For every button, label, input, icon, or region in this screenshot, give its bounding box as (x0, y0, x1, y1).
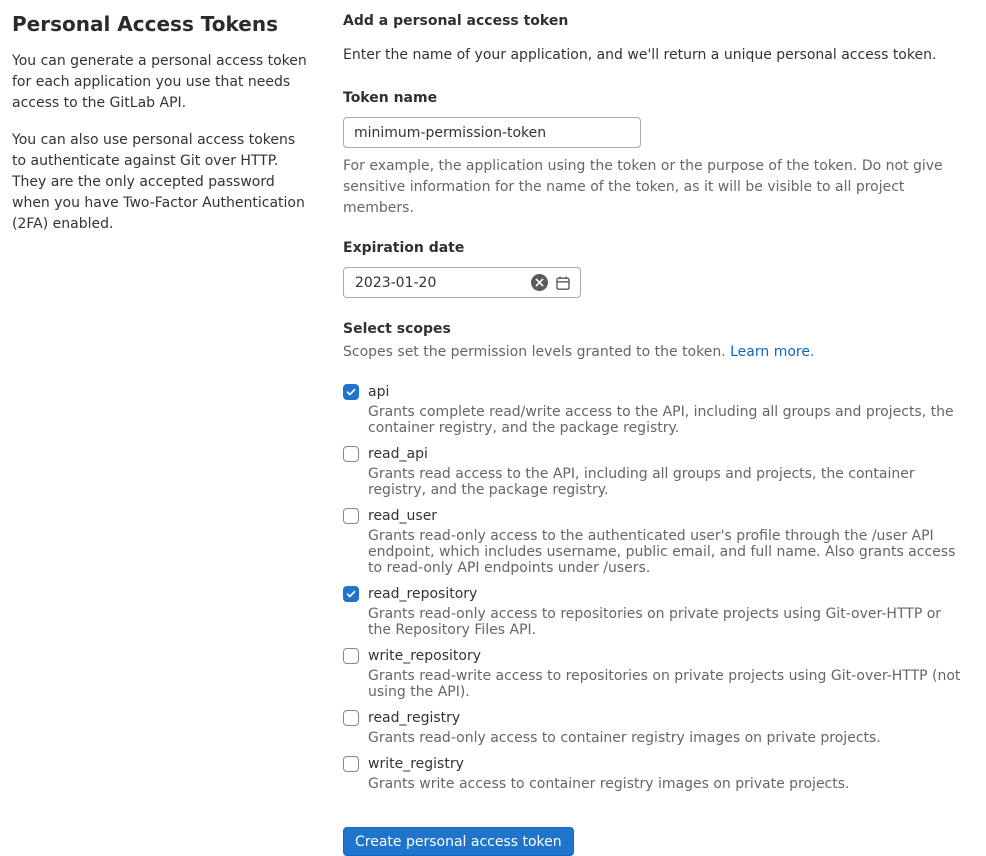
learn-more-link[interactable]: Learn more. (730, 344, 815, 360)
scope-checkbox-read_api[interactable] (343, 444, 965, 464)
checkbox-icon[interactable] (343, 586, 359, 602)
scope-label[interactable]: read_registry (368, 710, 461, 726)
page-title: Personal Access Tokens (12, 12, 279, 36)
checkbox-icon[interactable] (343, 446, 359, 462)
scope-description: Grants read-only access to container registry images on private projects. (368, 730, 881, 746)
scope-row-api (343, 382, 965, 436)
scope-label[interactable]: read_repository (368, 586, 478, 602)
scopes-description (343, 342, 965, 363)
scope-label[interactable]: write_repository (368, 648, 481, 664)
add-token-form (343, 12, 965, 856)
checkbox-icon[interactable] (343, 384, 359, 400)
scope-row-write_registry (343, 754, 965, 792)
scope-row-read_registry (343, 708, 965, 746)
checkbox-icon[interactable] (343, 648, 359, 664)
scope-label[interactable]: read_user (368, 508, 438, 524)
scopes-list (343, 382, 965, 792)
scope-checkbox-write_registry[interactable] (343, 754, 965, 774)
scope-description: Grants complete read/write access to the API, including all groups and projects, the container registry, and the package registry. (368, 404, 954, 436)
settings-section-description (12, 12, 312, 856)
scope-checkbox-read_user[interactable] (343, 506, 965, 526)
scopes-description-text: Scopes set the permission levels granted to the token. (343, 344, 731, 360)
datepicker-toggle-button[interactable] (555, 275, 571, 291)
scope-row-read_api (343, 444, 965, 498)
intro-paragraph-1: You can generate a personal access token for each application you use that needs access to the GitLab API. (12, 53, 307, 111)
select-scopes-label: Select scopes (343, 321, 451, 337)
expiration-date-input[interactable] (343, 267, 581, 298)
scope-label[interactable]: api (368, 384, 390, 400)
scope-description: Grants read-only access to the authenticated user's profile through the /user API endpoint, which includes username, public email, and full name. Also grants access to read-only API endpoints under /users. (368, 528, 956, 576)
token-name-input[interactable] (343, 117, 641, 148)
calendar-icon (555, 275, 571, 291)
scope-label[interactable]: read_api (368, 446, 428, 462)
scope-checkbox-write_repository[interactable] (343, 646, 965, 666)
scope-row-write_repository (343, 646, 965, 700)
token-name-label: Token name (343, 90, 438, 106)
scope-checkbox-read_repository[interactable] (343, 584, 965, 604)
expiration-date-label: Expiration date (343, 240, 465, 256)
scope-checkbox-read_registry[interactable] (343, 708, 965, 728)
checkbox-icon[interactable] (343, 508, 359, 524)
scope-label[interactable]: write_registry (368, 756, 464, 772)
scope-row-read_user (343, 506, 965, 576)
clear-date-button[interactable] (531, 274, 548, 291)
scope-description: Grants read access to the API, including all groups and projects, the container registry, and the package registry. (368, 466, 915, 498)
create-token-button[interactable]: Create personal access token (343, 827, 574, 856)
scope-description: Grants read-write access to repositories on private projects using Git-over-HTTP (not using the API). (368, 668, 961, 700)
expiration-date-value[interactable]: 2023-01-20 (355, 274, 437, 291)
intro-paragraph-2: You can also use personal access tokens to authenticate against Git over HTTP. They are the only accepted password when you have Two-Factor Authentication (2FA) enabled. (12, 132, 305, 232)
form-subheading: Enter the name of your application, and we'll return a unique personal access token. (343, 47, 937, 63)
scope-description: Grants write access to container registry images on private projects. (368, 776, 850, 792)
scope-checkbox-api[interactable] (343, 382, 965, 402)
token-name-help: For example, the application using the token or the purpose of the token. Do not give sensitive information for the name of the token, as it will be visible to all project members. (343, 158, 943, 216)
scope-description: Grants read-only access to repositories on private projects using Git-over-HTTP or the Repository Files API. (368, 606, 942, 638)
scope-row-read_repository (343, 584, 965, 638)
checkbox-icon[interactable] (343, 710, 359, 726)
form-heading: Add a personal access token (343, 13, 569, 29)
x-circle-icon (535, 278, 544, 287)
checkbox-icon[interactable] (343, 756, 359, 772)
